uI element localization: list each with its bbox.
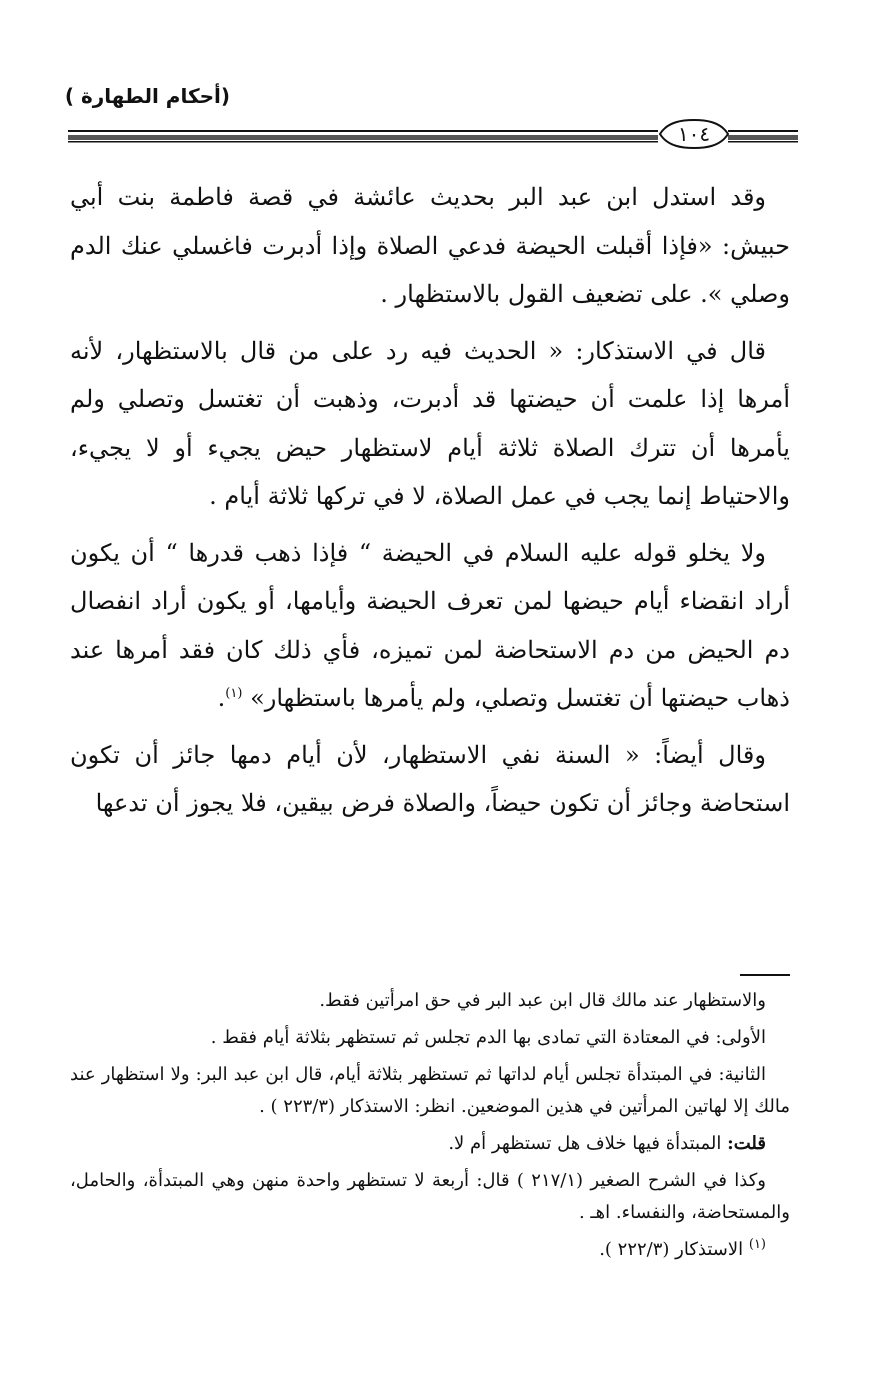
footnote-line: وكذا في الشرح الصغير (٢١٧/١ ) قال: أربعة لا تستظهر واحدة منهن وهي المبتدأة، والحامل، والمستحاضة، والنفساء. اهـ .: [70, 1170, 790, 1223]
footnote-line: والاستظهار عند مالك قال ابن عبد البر في حق امرأتين فقط.: [319, 990, 766, 1011]
footnote-reference: $^{(١)}$ الاستذكار (٢٢٢/٣ ).: [599, 1237, 766, 1260]
footnote-line: الأولى: في المعتادة التي تمادى بها الدم تجلس ثم تستظهر بثلاثة أيام فقط .: [210, 1027, 766, 1048]
paragraph-1: وقد استدل ابن عبد البر بحديث عائشة في قصة فاطمة بنت أبي حبيش: «فإذا أقبلت الحيضة فدعي الصلاة وإذا أدبرت فاغسلي عنك الدم وصلي ». على تضعيف القول بالاستظهار .: [70, 183, 790, 308]
footnote-note: قلت: المبتدأة فيها خلاف هل تستظهر أم لا.: [448, 1133, 766, 1154]
running-title: (أحكام الطهارة ): [64, 84, 230, 108]
paragraph-4: وقال أيضاً: « السنة نفي الاستظهار، لأن أيام دمها جائز أن تكون استحاضة وجائز أن تكون حيضاً، والصلاة فرض بيقين، فلا يجوز أن تدعها: [70, 740, 790, 817]
paragraph-2: قال في الاستذكار: « الحديث فيه رد على من قال بالاستظهار، لأنه أمرها إذا علمت أن حيضتها قد أدبرت، وذهبت أن تغتسل وتصلي ولم يأمرها أن تترك الصلاة ثلاثة أيام لاستظهار حيض يجيء أو لا يجيء، والاحتياط إنما يجب في عمل الصلاة، لا في تركها ثلاثة أيام .: [70, 336, 790, 510]
footnote-separator: [740, 974, 790, 976]
note-label: قلت:: [727, 1133, 766, 1154]
reference-marker: (١): [748, 1237, 766, 1252]
footnote-line: الثانية: في المبتدأة تجلس أيام لداتها ثم تستظهر بثلاثة أيام، قال ابن عبد البر: ولا استظهار عند مالك إلا لهاتين المرأتين في هذين الموضعين. انظر: الاستذكار (٢٢٣/٣ ) .: [70, 1064, 790, 1117]
footnotes: [70, 985, 790, 1271]
paragraph-3: ولا يخلو قوله عليه السلام في الحيضة “ فإذا ذهب قدرها “ أن يكون أراد انقضاء أيام حيضها لمن تعرف الحيضة وأيامها، أو يكون أراد انفصال دم الحيض من دم الاستحاضة لمن تميزه، فأي ذلك كان فقد أمرها عند ذهاب حيضتها أن تغتسل وتصلي، ولم يأمرها باستظهار» $^{(١)}$.: [70, 538, 790, 712]
page-number: ١٠٤: [677, 122, 711, 146]
main-text: [70, 173, 790, 836]
footnote-ref: (١): [225, 686, 243, 701]
